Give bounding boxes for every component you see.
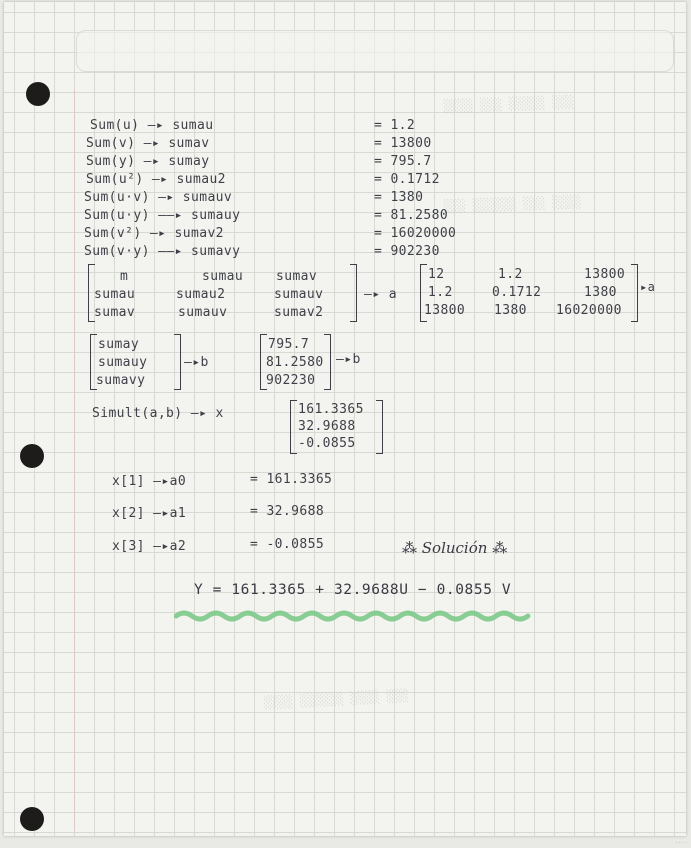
notebook-page [4, 2, 686, 836]
matrix-cell: 12 [428, 267, 445, 282]
matrix-cell: m [120, 269, 129, 284]
matrix-cell: 0.1712 [492, 285, 542, 300]
matrix-cell: sumav [276, 269, 318, 284]
matrix-cell: sumau [202, 269, 244, 284]
matrix-cell: 1.2 [498, 267, 523, 282]
solucion-label: ⁂ Solución ⁂ [402, 539, 508, 557]
matrix-bracket-right [350, 264, 357, 322]
coeff-value: = 161.3365 [250, 472, 333, 487]
vector-cell: sumay [98, 337, 140, 352]
vector-cell: sumavy [96, 373, 146, 388]
coeff-value: = -0.0855 [250, 537, 325, 552]
vector-bracket-right [324, 334, 331, 390]
binder-hole-middle [20, 444, 44, 468]
matrix-bracket-right [631, 264, 638, 322]
final-equation: Y = 161.3365 + 32.9688U − 0.0855 V [194, 582, 512, 598]
sum-value: = 16020000 [374, 226, 457, 241]
bleed-through-text: ░░░░ ░░░ ░░░░░ ░░░ [443, 94, 575, 114]
result-cell: -0.0855 [298, 436, 356, 451]
coeff-row: x[2] —▸a1 [112, 506, 187, 521]
header-band [76, 30, 674, 72]
sum-value: = 81.2580 [374, 208, 449, 223]
vector-cell: 81.2580 [266, 355, 324, 370]
scan-watermark: · · · · [675, 840, 687, 846]
matrix-cell: 1380 [494, 303, 527, 318]
sum-row: Sum(u·y) ——▸ sumauy [84, 208, 241, 223]
sum-value: = 1380 [374, 190, 424, 205]
green-highlight-underline [174, 606, 534, 624]
assign-arrow-b: —▸b [184, 355, 209, 370]
sum-row: Sum(v²) —▸ sumav2 [84, 226, 224, 241]
bleed-through-text: ░░░ ░░░░░░ ░░░ ░░░░ [443, 194, 582, 214]
matrix-cell: 1.2 [428, 285, 453, 300]
simult-call: Simult(a,b) —▸ x [92, 406, 224, 421]
sum-value: = 0.1712 [374, 172, 440, 187]
assign-arrow-a: ▸a [640, 280, 656, 294]
vector-bracket-right [376, 400, 383, 454]
matrix-cell: sumav2 [274, 305, 324, 320]
sum-value: = 13800 [374, 136, 432, 151]
assign-arrow-a: —▸ a [364, 287, 397, 302]
matrix-cell: 13800 [424, 303, 466, 318]
margin-line [74, 90, 75, 830]
vector-cell: 902230 [266, 373, 316, 388]
vector-cell: 795.7 [268, 337, 310, 352]
bleed-through-text: ░░░░ ░░░░░░ ░░░░ ░░░ [263, 688, 409, 710]
matrix-cell: 16020000 [556, 303, 622, 318]
matrix-cell: sumauv [274, 287, 324, 302]
sum-value: = 902230 [374, 244, 440, 259]
matrix-cell: sumau2 [176, 287, 226, 302]
matrix-cell: sumauv [178, 305, 228, 320]
vector-cell: sumauy [98, 355, 148, 370]
matrix-cell: sumav [94, 305, 136, 320]
assign-arrow-b: —▸b [336, 352, 361, 367]
sum-row: Sum(v·y) ——▸ sumavy [84, 244, 241, 259]
coeff-row: x[1] —▸a0 [112, 474, 187, 489]
sum-row: Sum(u²) —▸ sumau2 [86, 172, 226, 187]
matrix-cell: 13800 [584, 267, 626, 282]
matrix-cell: 1380 [584, 285, 617, 300]
sum-row: Sum(y) —▸ sumay [86, 154, 210, 169]
vector-bracket-right [174, 334, 181, 390]
binder-hole-top [26, 82, 50, 106]
sum-row: Sum(u) —▸ sumau [90, 118, 214, 133]
sum-value: = 1.2 [374, 118, 416, 133]
sum-value: = 795.7 [374, 154, 432, 169]
sum-row: Sum(u·v) —▸ sumauv [84, 190, 233, 205]
result-cell: 32.9688 [298, 419, 356, 434]
coeff-row: x[3] —▸a2 [112, 539, 187, 554]
coeff-value: = 32.9688 [250, 504, 325, 519]
binder-hole-bottom [20, 807, 44, 831]
vector-bracket-left [290, 400, 297, 454]
result-cell: 161.3365 [298, 402, 364, 417]
matrix-cell: sumau [94, 287, 136, 302]
sum-row: Sum(v) —▸ sumav [86, 136, 210, 151]
